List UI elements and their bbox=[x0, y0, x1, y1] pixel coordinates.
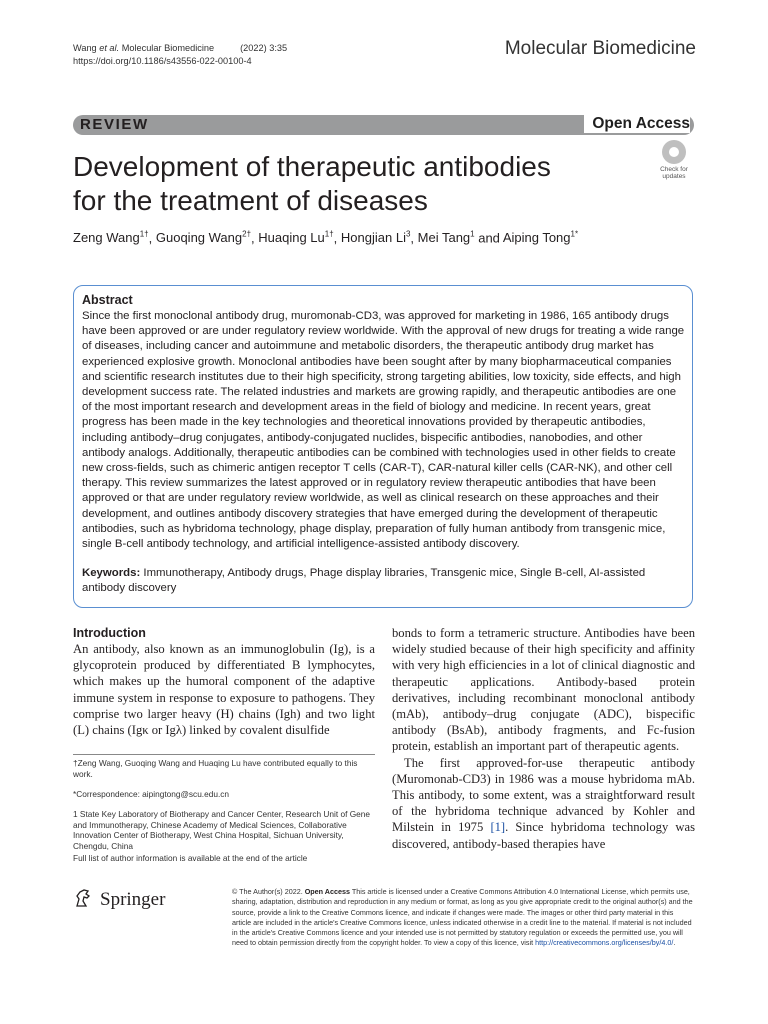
author[interactable] bbox=[258, 230, 333, 245]
footnote-correspondence[interactable]: *Correspondence: aipingtong@scu.edu.cn bbox=[73, 789, 230, 799]
intro-right-column bbox=[392, 625, 695, 852]
footnote-divider bbox=[73, 754, 375, 755]
publisher-name: Springer bbox=[100, 889, 166, 910]
footnote-equal-contribution: †Zeng Wang, Guoqing Wang and Huaqing Lu have contributed equally to this work. bbox=[73, 758, 358, 779]
intro-paragraph-1: bonds to form a tetrameric structure. Antibodies have been widely studied because of their high specificity and affinity with very high efficiencies in a lot of clinical diagnostic and therapeutic applications. Antibody-based protein derivatives, including recombinant monoclonal antibody (mAb), antibody–drug conjugate (ADC), bispecific antibody (BsAb), antibody fragments, and Fc-fusion protein, establish an important part of therapeutic agents. bbox=[392, 626, 695, 754]
article-title bbox=[73, 150, 633, 218]
intro-p2-text: The first approved-for-use therapeutic antibody (Muromonab-CD3) in 1986 was a mouse hybridoma mAb. This antibody, to some extent, was a straightforward result of the hybridoma technique advanced by Kohler and Milstein in 1975 bbox=[392, 755, 695, 835]
abstract-heading: Abstract bbox=[82, 293, 133, 307]
author-affil: 1† bbox=[139, 230, 149, 239]
license-link[interactable]: http://creativecommons.org/licenses/by/4.0/ bbox=[535, 938, 674, 948]
author-name: Zeng Wang bbox=[73, 230, 140, 246]
reference-link[interactable]: [1] bbox=[490, 820, 506, 835]
intro-heading: Introduction bbox=[73, 626, 146, 640]
license-copyright: © The Author(s) 2022. bbox=[232, 887, 305, 896]
article-type-label: REVIEW bbox=[80, 116, 149, 133]
intro-left-text: An antibody, also known as an immunoglobulin (Ig), is a glycoprotein produced by differentiated B lymphocytes, which makes up the humoral component of the adaptive immune system in response to exposure to pathogens. They comprise two larger heavy (H) chains (Igh) and two light (L) chains (Igκ or Igλ) linked by covalent disulfide bbox=[73, 642, 375, 738]
license-text bbox=[232, 887, 694, 949]
title-line-1: Development of therapeutic antibodies bbox=[73, 151, 551, 182]
abstract-text: Since the first monoclonal antibody drug, muromonab-CD3, was approved for marketing in 1986, 165 antibody drugs have been approved or are under regulatory review worldwide. With the approval of new drugs for treating a wide range of diseases, including cancer and autoimmune and metabolic disorders, the therapeutic antibody drug market has experienced explosive growth. Monoclonal antibodies have been sought after by many biopharmaceutical companies and scientific research institutes due to their high specificity, strong targeting abilities, low toxicity, side effects, and high development success rate. The related industries and markets are growing rapidly, and therapeutic antibodies are one of the most important research and development areas in the field of biology and medicine. In recent years, great progress has been made in the key technologies and theoretical innovations provided by therapeutic antibodies, including antibody–drug conjugates, antibody-conjugated nuclides, bispecific antibodies, nanobodies, and other antibody analogs. Additionally, therapeutic antibodies can be combined with technologies used in other fields to create new cross-fields, such as chimeric antigen receptor T cells (CAR-T), CAR-natural killer cells (CAR-NK), and other cell therapy. This review summarizes the latest approved or in regulatory review therapeutic antibodies that have been approved or that are under regulatory review worldwide, as well as clinical research on these approaches and their development, and outlines antibody discovery strategies that have emerged during the development of therapeutic antibodies, such as hybridoma technology, phage display, preparation of fully human antibody from transgenic mice, single B-cell antibody technology, and artificial intelligence-assisted antibody discovery. bbox=[82, 310, 685, 551]
keywords bbox=[82, 566, 686, 596]
author-list: Zeng Wang$^{1\dagger}$, Guoqing Wang$^{2\dagger}$, Huaqing $Lu^{1\dagger}$, Hongjian Li$^3$, Mei Tang$^1$ and Aiping Tong$^{1*}$ bbox=[73, 230, 579, 246]
license-end: . bbox=[673, 938, 676, 948]
author-affil: 1* bbox=[570, 230, 579, 239]
footnote-affiliation: 1 State Key Laboratory of Biotherapy and Cancer Center, Research Unit of Gene and Immunotherapy, Chinese Academy of Medical Sciences, Collaborative Innovation Center of Biotherapy, West China Hospital, Sichuan University, Chengdu, China bbox=[73, 809, 371, 851]
check-updates-line-1: Check for bbox=[660, 166, 688, 173]
author[interactable] bbox=[418, 230, 475, 245]
footnote-full-list: Full list of author information is available at the end of the article bbox=[73, 853, 308, 863]
license-open-access: Open Access bbox=[304, 887, 350, 896]
citation-line bbox=[73, 42, 287, 55]
citation-header bbox=[73, 42, 287, 68]
springer-horse-icon bbox=[73, 887, 95, 909]
citation-year: (2022) 3:35 bbox=[240, 43, 288, 53]
author-name: Aiping Tong bbox=[502, 230, 571, 246]
author-name: Hongjian Li bbox=[340, 230, 406, 246]
citation-journal: Molecular Biomedicine bbox=[119, 43, 215, 53]
check-updates-icon bbox=[662, 140, 686, 164]
author-affil: 1 bbox=[470, 230, 475, 239]
springer-logo bbox=[73, 887, 165, 911]
keywords-label: Keywords: bbox=[82, 567, 141, 579]
intro-paragraph-2 bbox=[392, 755, 695, 852]
author-name: Guoqing Wang bbox=[155, 230, 243, 246]
intro-p2-text-end: . Since hybridoma technology was discovered, antibody-based therapies have bbox=[392, 820, 695, 851]
check-updates-text bbox=[654, 166, 694, 180]
author-name: Huaqing Lu bbox=[258, 230, 325, 246]
check-for-updates-badge[interactable] bbox=[654, 140, 694, 180]
doi-link[interactable]: https://doi.org/10.1186/s43556-022-00100-4 bbox=[73, 56, 252, 66]
author-affil: 3 bbox=[405, 230, 411, 239]
author[interactable] bbox=[503, 230, 578, 245]
open-access-label: Open Access bbox=[584, 115, 690, 133]
citation-authors: Wang bbox=[73, 43, 100, 53]
author[interactable] bbox=[341, 230, 411, 245]
author[interactable] bbox=[156, 230, 251, 245]
journal-name: Molecular Biomedicine bbox=[504, 38, 696, 59]
author-affil: 2† bbox=[242, 230, 252, 239]
keywords-text: Immunotherapy, Antibody drugs, Phage display libraries, Transgenic mice, Single B-cell, AI-assisted antibody discovery bbox=[82, 567, 646, 595]
license-body: This article is licensed under a Creative Commons Attribution 4.0 International License, which permits use, sharing, adaptation, distribution and reproduction in any medium or format, as long as you give appropriate credit to the original author(s) and the source, provide a link to the Creative Commons licence, and indicate if changes were made. The images or other third party material in this article are included in the article's Creative Commons licence, unless indicated otherwise in a credit line to the material. If material is not included in the article's Creative Commons licence and your intended use is not permitted by statutory regulation or exceeds the permitted use, you will need to obtain permission directly from the copyright holder. To view a copy of this licence, visit bbox=[232, 887, 693, 948]
check-updates-line-2: updates bbox=[662, 173, 686, 180]
citation-etal: et al. bbox=[99, 43, 120, 53]
author-name: Mei Tang bbox=[417, 230, 471, 246]
title-line-2: for the treatment of diseases bbox=[73, 185, 428, 216]
author-affil: 1† bbox=[324, 230, 334, 239]
author[interactable] bbox=[73, 230, 149, 245]
